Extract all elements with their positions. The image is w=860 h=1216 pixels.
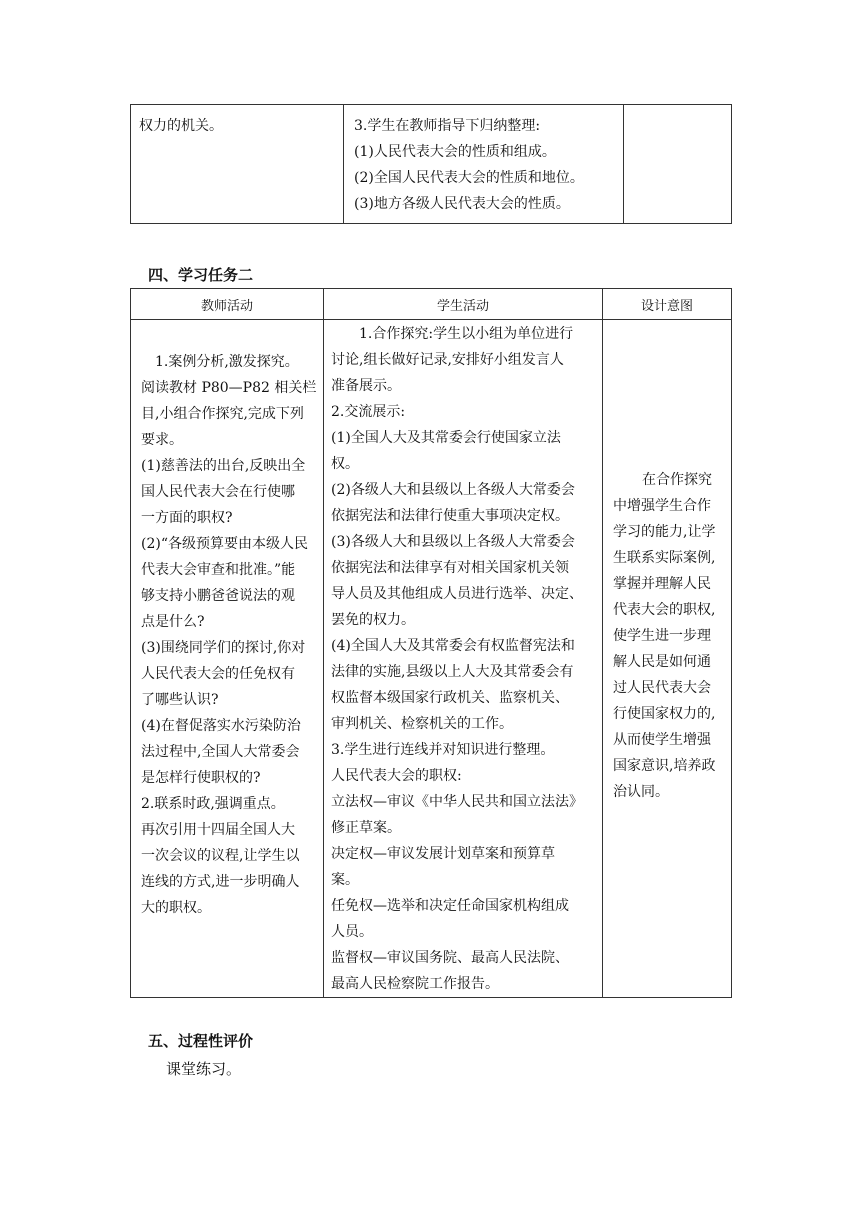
cell-line: (4)在督促落实水污染防治 <box>141 718 301 734</box>
cell-line: 人民代表大会的任免权有 <box>141 666 295 682</box>
cell-line: 立法权—审议《中华人民共和国立法法》 <box>331 794 583 810</box>
cell-line: 3.学生在教师指导下归纳整理: <box>354 118 541 134</box>
table-row <box>131 105 732 224</box>
cell-line: 行使国家权力的, <box>613 706 716 722</box>
table-cell-teacher <box>131 105 344 224</box>
cell-text: 权力的机关。 <box>139 118 223 134</box>
cell-line: 解人民是如何通 <box>613 654 711 670</box>
cell-line: 依据宪法和法律行使重大事项决定权。 <box>331 508 569 524</box>
cell-line: 1.合作探究:学生以小组为单位进行 <box>359 326 574 342</box>
cell-line: 法律的实施,县级以上人大及其常委会有 <box>331 664 574 680</box>
student-activity-cell <box>324 320 603 998</box>
header-teacher: 教师活动 <box>131 289 324 320</box>
section-heading-evaluation: 五、过程性评价 <box>148 1032 254 1050</box>
cell-line: 学习的能力,让学 <box>613 524 716 540</box>
cell-line: 审判机关、检察机关的工作。 <box>331 716 513 732</box>
section-heading-task2: 四、学习任务二 <box>148 266 254 284</box>
cell-line: 一次会议的议程,让学生以 <box>141 848 300 864</box>
cell-line: 阅读教材 P80—P82 相关栏 <box>141 380 317 396</box>
cell-line: 国家意识,培养政 <box>613 758 716 774</box>
cell-line: 一方面的职权? <box>141 510 233 526</box>
cell-line: 法过程中,全国人大常委会 <box>141 744 300 760</box>
cell-line: 在合作探究 <box>642 472 712 488</box>
cell-line: 代表大会审查和批准。”能 <box>141 562 296 578</box>
cell-line: 连线的方式,进一步明确人 <box>141 874 300 890</box>
cell-line: 国人民代表大会在行使哪 <box>141 484 295 500</box>
cell-line: 生联系实际案例, <box>613 550 716 566</box>
cell-line: 依据宪法和法律享有对相关国家机关领 <box>331 560 569 576</box>
cell-line: (3)围绕同学们的探讨,你对 <box>141 640 306 656</box>
cell-line: (2)全国人民代表大会的性质和地位。 <box>354 170 584 186</box>
cell-line: 是怎样行使职权的? <box>141 770 261 786</box>
cell-line: (1)全国人大及其常委会行使国家立法 <box>331 430 561 446</box>
cell-line: 了哪些认识? <box>141 692 219 708</box>
cell-line: 权。 <box>331 456 359 472</box>
cell-line: 讨论,组长做好记录,安排好小组发言人 <box>331 352 564 368</box>
cell-line: 治认同。 <box>613 784 669 800</box>
cell-line: (2)各级人大和县级以上各级人大常委会 <box>331 482 575 498</box>
cell-line: 最高人民检察院工作报告。 <box>331 976 499 992</box>
cell-line: 罢免的权力。 <box>331 612 415 628</box>
cell-line: 代表大会的职权, <box>613 602 716 618</box>
cell-line: (4)全国人大及其常委会有权监督宪法和 <box>331 638 575 654</box>
cell-line: 使学生进一步理 <box>613 628 711 644</box>
table-cell-student <box>344 105 624 224</box>
header-student: 学生活动 <box>324 289 603 320</box>
cell-line: 人员。 <box>331 924 373 940</box>
cell-line: 大的职权。 <box>141 900 211 916</box>
cell-line: 人民代表大会的职权: <box>331 768 462 784</box>
learning-task-table <box>130 288 732 998</box>
cell-line: 任免权—选举和决定任命国家机构组成 <box>331 898 569 914</box>
evaluation-text: 课堂练习。 <box>166 1060 242 1078</box>
cell-line: 案。 <box>331 872 359 888</box>
cell-line: 够支持小鹏爸爸说法的观 <box>141 588 295 604</box>
continuation-table <box>130 104 732 224</box>
cell-line: 决定权—审议发展计划草案和预算草 <box>331 846 555 862</box>
cell-line: 权监督本级国家行政机关、监察机关、 <box>331 690 569 706</box>
cell-line: 准备展示。 <box>331 378 401 394</box>
table-cell-design <box>624 105 732 224</box>
cell-line: 1.案例分析,激发探究。 <box>155 354 299 370</box>
cell-line: 修正草案。 <box>331 820 401 836</box>
cell-line: 2.联系时政,强调重点。 <box>141 796 285 812</box>
cell-line: 2.交流展示: <box>331 404 406 420</box>
cell-line: (1)人民代表大会的性质和组成。 <box>354 144 556 160</box>
cell-line: (1)慈善法的出台,反映出全 <box>141 458 306 474</box>
cell-line: 导人员及其他组成人员进行选举、决定、 <box>331 586 583 602</box>
cell-line: (3)各级人大和县级以上各级人大常委会 <box>331 534 575 550</box>
cell-line: 再次引用十四届全国人大 <box>141 822 295 838</box>
cell-line: 要求。 <box>141 432 183 448</box>
header-design: 设计意图 <box>603 289 732 320</box>
cell-line: 中增强学生合作 <box>613 498 711 514</box>
cell-line: 3.学生进行连线并对知识进行整理。 <box>331 742 555 758</box>
cell-line: 过人民代表大会 <box>613 680 711 696</box>
cell-line: 从而使学生增强 <box>613 732 711 748</box>
cell-line: 目,小组合作探究,完成下列 <box>141 406 304 422</box>
cell-line: (2)“各级预算要由本级人民 <box>141 536 308 552</box>
teacher-activity-cell <box>131 320 324 998</box>
cell-line: (3)地方各级人民代表大会的性质。 <box>354 196 570 212</box>
cell-line: 掌握并理解人民 <box>613 576 711 592</box>
cell-line: 监督权—审议国务院、最高人民法院、 <box>331 950 569 966</box>
design-intent-cell <box>603 320 732 998</box>
cell-line: 点是什么? <box>141 614 205 630</box>
table-row <box>131 320 732 998</box>
table-header-row <box>131 289 732 320</box>
